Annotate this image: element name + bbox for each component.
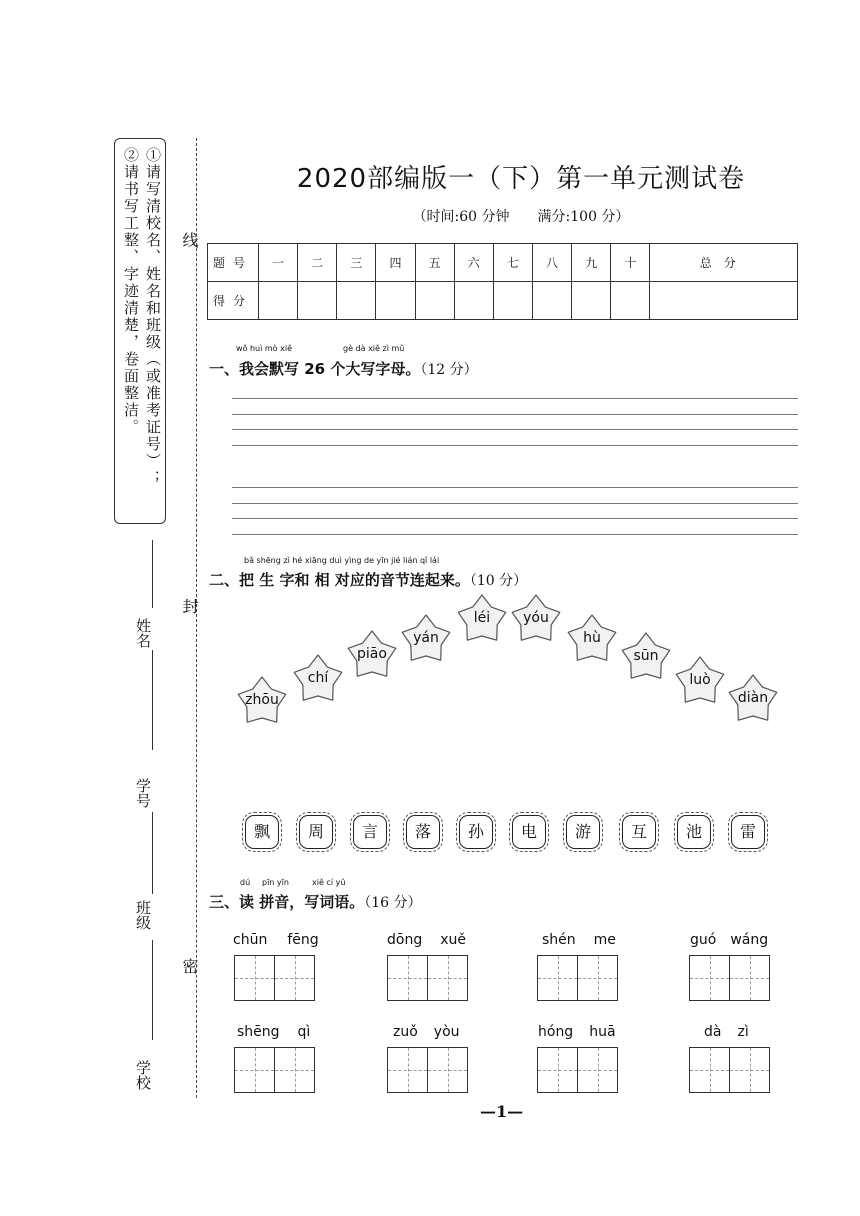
question-number-label: 题号 [208,244,259,282]
grid-cell[interactable] [234,955,275,1001]
syllable-star[interactable] [620,632,672,682]
writing-line[interactable] [232,429,798,430]
section2-points: （10 分） [469,573,528,589]
exam-info [200,206,842,226]
writing-grid[interactable] [537,955,618,1001]
syllable-text: hù [583,630,601,646]
full-score: 满分:100 分） [537,209,630,225]
character-badge[interactable]: 落 [406,815,440,849]
syllable: shēng [237,1024,280,1040]
col-7: 七 [493,244,532,282]
grid-cell[interactable] [729,955,770,1001]
writing-grid[interactable] [387,955,468,1001]
character-badge[interactable]: 游 [566,815,600,849]
section1-pinyin-a: wǒ huì mò xiě [236,344,292,353]
syllable: shén [542,932,576,948]
writing-line[interactable] [232,398,798,399]
field-name-label: 姓名 [134,618,152,648]
writing-line[interactable] [232,503,798,504]
grid-cell[interactable] [427,1047,468,1093]
syllable-text: luò [689,672,711,688]
syllable-star[interactable] [292,654,344,704]
seal-char-line: 线 [180,232,199,248]
writing-grid[interactable] [387,1047,468,1093]
seal-char-seal: 封 [180,598,199,614]
syllable-star[interactable] [566,614,618,664]
section1-points: （12 分） [420,362,478,378]
instruction-2: ②请书写工整、字迹清楚，卷面整洁。 [122,147,140,436]
section3-heading [209,891,422,912]
col-4: 四 [376,244,415,282]
section3-points: （16 分） [364,895,422,911]
character-badge[interactable]: 言 [353,815,387,849]
section2-pinyin: bǎ shēng zì hé xiāng duì yìng de yīn jié lián qǐ lái [244,556,440,565]
section1-pinyin-b: gè dà xiě zì mǔ [343,344,405,353]
writing-grid[interactable] [234,955,315,1001]
col-total: 总分 [650,244,798,282]
score-cell[interactable] [337,282,376,320]
page-number: —1— [480,1102,524,1121]
grid-cell[interactable] [577,1047,618,1093]
grid-cell[interactable] [689,955,730,1001]
character-badge[interactable]: 孙 [459,815,493,849]
field-school-label: 学校 [134,1060,152,1090]
writing-grid[interactable] [537,1047,618,1093]
word-pinyin [542,932,616,948]
score-table-score-row [208,282,798,320]
section3-title: 三、读 拼音，写词语。 [209,893,365,911]
score-cell[interactable] [454,282,493,320]
field-id-label: 学号 [134,778,152,808]
syllable-star[interactable] [510,594,562,644]
grid-cell[interactable] [729,1047,770,1093]
word-pinyin [538,1024,616,1040]
character-badge[interactable]: 雷 [731,815,765,849]
col-3: 三 [337,244,376,282]
binding-cut-line [196,138,197,1098]
score-cell-total[interactable] [650,282,798,320]
word-pinyin [393,1024,460,1040]
syllable: zuǒ [393,1024,418,1040]
syllable: dà [704,1024,722,1040]
grid-cell[interactable] [274,955,315,1001]
word-pinyin [237,1024,310,1040]
grid-cell[interactable] [577,955,618,1001]
character-badge[interactable]: 互 [622,815,656,849]
syllable: qì [297,1024,311,1040]
score-cell[interactable] [493,282,532,320]
grid-cell[interactable] [234,1047,275,1093]
syllable-text: piāo [357,646,387,662]
score-label: 得分 [208,282,259,320]
syllable-text: léi [473,610,491,626]
character-badge[interactable]: 池 [677,815,711,849]
field-name-rule [152,540,153,608]
syllable-text: yóu [523,610,549,626]
syllable-star[interactable] [236,676,288,726]
syllable-star[interactable] [727,674,779,724]
writing-line[interactable] [232,445,798,446]
col-10: 十 [611,244,650,282]
writing-line[interactable] [232,414,798,415]
col-2: 二 [298,244,337,282]
grid-cell[interactable] [537,1047,578,1093]
score-cell[interactable] [259,282,298,320]
section1-heading [209,358,478,379]
syllable: guó [690,932,717,948]
grid-cell[interactable] [387,1047,428,1093]
syllable: fēng [287,932,319,948]
score-cell[interactable] [572,282,611,320]
syllable-text: yán [413,630,439,646]
syllable: hóng [538,1024,574,1040]
word-pinyin [387,932,466,948]
seal-char-secret: 密 [180,958,199,974]
syllable: dōng [387,932,423,948]
score-table [207,243,798,320]
score-cell[interactable] [376,282,415,320]
instruction-1: ①请写清校名、姓名和班级（或准考证号）； [144,147,162,487]
syllable-star[interactable] [346,630,398,680]
syllable: me [593,932,616,948]
syllable-star[interactable] [456,594,508,644]
section3-pinyin-b: pīn yīn [262,878,289,887]
section3-pinyin-c: xiě cí yǔ [312,878,346,887]
writing-line[interactable] [232,534,798,535]
score-table-header-row [208,244,798,282]
section1-title: 一、我会默写 26 个大写字母。 [209,360,421,378]
syllable-text: sūn [633,648,659,664]
character-badge[interactable]: 周 [299,815,333,849]
grid-cell[interactable] [387,955,428,1001]
syllable: huā [589,1024,616,1040]
character-badge[interactable]: 电 [512,815,546,849]
word-pinyin [704,1024,749,1040]
syllable-text: diàn [737,690,769,706]
grid-cell[interactable] [537,955,578,1001]
word-pinyin [690,932,768,948]
syllable-text: chí [307,670,329,686]
field-name-rule-2 [152,650,153,750]
score-cell[interactable] [611,282,650,320]
syllable: zì [737,1024,749,1040]
writing-line[interactable] [232,487,798,488]
syllable-text: zhōu [245,692,279,708]
character-badge[interactable]: 飘 [245,815,279,849]
col-1: 一 [259,244,298,282]
syllable: chūn [233,932,268,948]
col-8: 八 [532,244,571,282]
word-pinyin [233,932,319,948]
col-5: 五 [415,244,454,282]
writing-line[interactable] [232,518,798,519]
col-6: 六 [454,244,493,282]
writing-grid[interactable] [689,955,770,1001]
score-cell[interactable] [298,282,337,320]
field-id-rule [152,812,153,894]
col-9: 九 [572,244,611,282]
grid-cell[interactable] [427,955,468,1001]
field-class-rule [152,940,153,1040]
syllable: yòu [433,1024,460,1040]
syllable-star[interactable] [400,614,452,664]
syllable: xuě [440,932,466,948]
writing-grid[interactable] [234,1047,315,1093]
grid-cell[interactable] [689,1047,730,1093]
section2-heading [209,569,527,590]
grid-cell[interactable] [274,1047,315,1093]
score-cell[interactable] [415,282,454,320]
syllable-star[interactable] [674,656,726,706]
instructions-box [114,138,166,524]
field-class-label: 班级 [134,900,152,930]
time-limit: （时间:60 分钟 [412,209,510,225]
page-title: 2020部编版一（下）第一单元测试卷 [296,164,746,194]
section3-pinyin-a: dú [240,878,251,887]
score-cell[interactable] [532,282,571,320]
section2-title: 二、把 生 字和 相 对应的音节连起来。 [209,571,470,589]
syllable: wáng [730,932,769,948]
writing-grid[interactable] [689,1047,770,1093]
